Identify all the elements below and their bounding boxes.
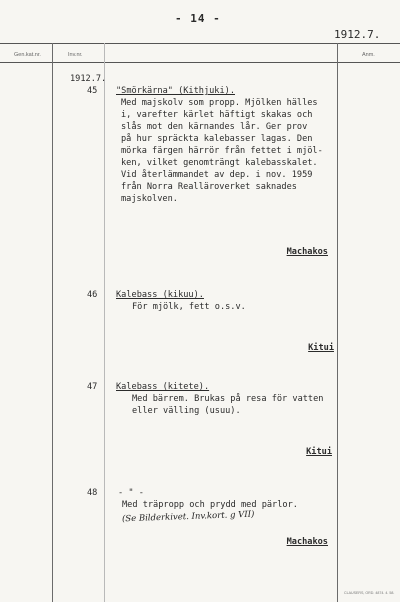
entry-line: på hur spräckta kalebasser lagas. Den bbox=[121, 134, 313, 144]
header-top-rule bbox=[0, 43, 400, 44]
column-divider-1 bbox=[52, 43, 53, 602]
entry-line: slås mot den kärnandes lår. Ger prov bbox=[121, 122, 308, 132]
entry-line: Med bärrem. Brukas på resa för vatten bbox=[132, 394, 324, 404]
entry-place: Machakos bbox=[286, 247, 328, 257]
entry-line: ken, vilket genomträngt kalebasskalet. bbox=[121, 158, 318, 168]
entry-line: från Norra Realläroverket saknades bbox=[121, 182, 297, 192]
column-divider-2 bbox=[104, 43, 105, 602]
entry-line: i, varefter kärlet häftigt skakas och bbox=[121, 110, 313, 120]
entry-title: "Smörkärna" (Kithjuki). bbox=[116, 86, 235, 96]
entry-title: Kalebass (kikuu). bbox=[116, 290, 204, 300]
entry-line: mörka färgen härrör från fettet i mjöl- bbox=[121, 146, 323, 156]
entry-place: Machakos bbox=[286, 537, 328, 547]
inventory-number: 47 bbox=[87, 382, 98, 392]
entry-line: För mjölk, fett o.s.v. bbox=[132, 302, 246, 312]
entry-line: eller välling (usuu). bbox=[132, 406, 241, 416]
printer-mark: CLAUSERS, ORD. 4874. 4. 58. bbox=[344, 591, 395, 595]
column-header-gen-kat: Gen.kat.nr. bbox=[14, 52, 41, 58]
entry-line: Med träpropp och prydd med pärlor. bbox=[122, 500, 298, 510]
inventory-number: 46 bbox=[87, 290, 98, 300]
entry-title: - " - bbox=[118, 488, 144, 498]
inventory-number: 45 bbox=[87, 86, 98, 96]
header-bottom-rule bbox=[0, 62, 400, 63]
column-header-inv: Inv.nr. bbox=[68, 52, 83, 58]
entry-line: Med majskolv som propp. Mjölken hälles bbox=[121, 98, 318, 108]
entry-place: Kitui bbox=[306, 447, 332, 457]
column-header-anm: Anm. bbox=[362, 52, 375, 58]
header-year-code: 1912.7. bbox=[334, 28, 381, 41]
entry-line: majskolven. bbox=[121, 194, 178, 204]
handwritten-note: (Se Bilderkivet. Inv.kort. g VII) bbox=[121, 509, 255, 525]
column-divider-3 bbox=[337, 43, 338, 602]
entry-place: Kitui bbox=[308, 343, 334, 353]
entry-line: Vid återlämmandet av dep. i nov. 1959 bbox=[121, 170, 313, 180]
inventory-year: 1912.7. bbox=[70, 74, 107, 84]
inventory-number: 48 bbox=[87, 488, 98, 498]
entry-title: Kalebass (kitete). bbox=[116, 382, 210, 392]
page-number: - 14 - bbox=[175, 12, 221, 25]
